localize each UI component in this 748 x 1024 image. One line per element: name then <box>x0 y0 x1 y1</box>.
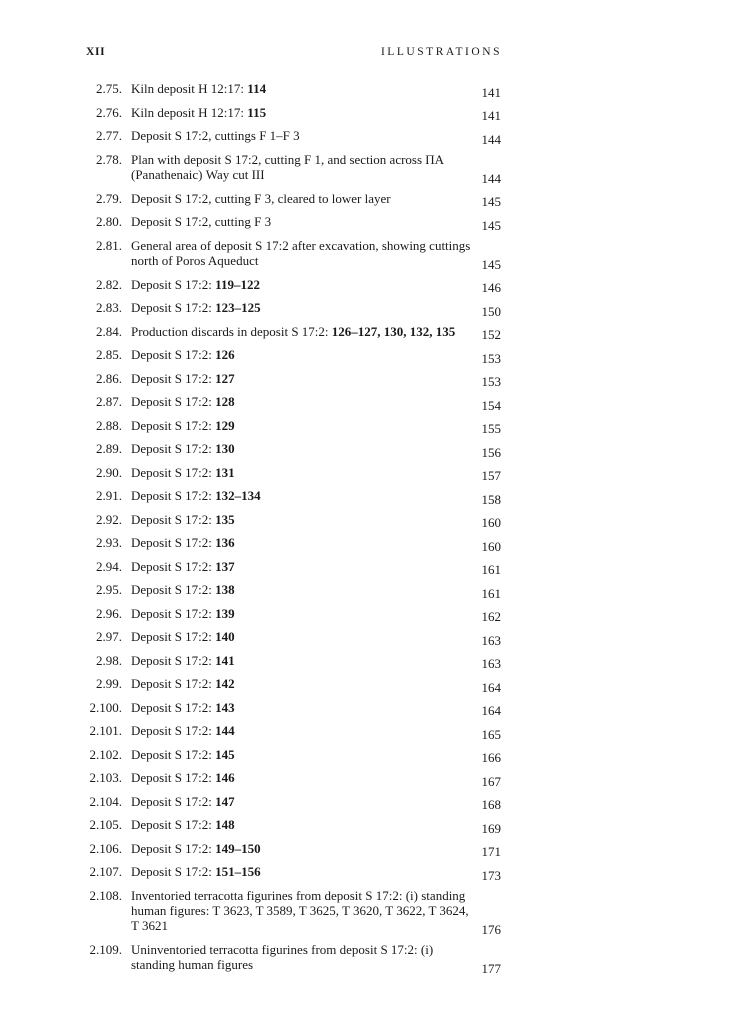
page-number: 141 <box>481 108 501 123</box>
figure-number: 2.84. <box>96 323 122 339</box>
page-number: 153 <box>481 350 501 366</box>
catalog-numbers: 147 <box>215 793 235 809</box>
caption <box>131 441 473 456</box>
page-number: 155 <box>481 421 501 436</box>
caption-text: Deposit S 17:2: <box>131 441 216 456</box>
page-number: 156 <box>481 444 501 460</box>
caption <box>131 864 473 879</box>
catalog-numbers: 129 <box>215 417 235 433</box>
caption <box>131 105 473 120</box>
list-item <box>0 509 748 533</box>
list-item <box>0 532 748 556</box>
catalog-numbers: 114 <box>247 81 267 96</box>
caption <box>131 214 473 229</box>
list-item <box>0 297 748 321</box>
caption-text: Deposit S 17:2: <box>131 276 216 292</box>
figure-number: 2.82. <box>96 276 122 292</box>
page-number: 161 <box>481 585 501 601</box>
figure-number: 2.106. <box>89 840 122 856</box>
caption-text: Deposit S 17:2: <box>131 417 216 433</box>
figure-number: 2.85. <box>96 347 122 362</box>
catalog-numbers: 142 <box>215 676 235 691</box>
caption-text: Deposit S 17:2: <box>131 723 216 738</box>
figure-number: 2.97. <box>96 629 122 644</box>
figure-number: 2.99. <box>96 676 122 691</box>
catalog-numbers: 141 <box>215 652 235 668</box>
caption <box>131 394 473 409</box>
list-item <box>0 939 748 978</box>
caption <box>131 465 473 480</box>
figure-number: 2.90. <box>96 464 122 480</box>
catalog-numbers: 149–150 <box>215 840 261 856</box>
list-item <box>0 603 748 627</box>
list-item <box>0 321 748 345</box>
caption <box>131 300 473 315</box>
caption <box>131 371 473 386</box>
caption-text: Deposit S 17:2: <box>131 300 216 315</box>
list-item <box>0 125 748 149</box>
figure-number: 2.89. <box>96 441 122 456</box>
figure-number: 2.76. <box>96 104 122 120</box>
page-number: 141 <box>481 84 501 100</box>
caption-text: Deposit S 17:2: <box>131 582 216 597</box>
list-item <box>0 579 748 603</box>
figure-number: 2.81. <box>96 237 122 253</box>
catalog-numbers: 126–127, 130, 132, 135 <box>331 323 456 339</box>
figure-number: 2.93. <box>96 535 122 550</box>
figure-number: 2.95. <box>96 582 122 597</box>
page-number: 176 <box>481 921 501 937</box>
catalog-numbers: 144 <box>215 723 235 738</box>
page-number: 158 <box>481 491 501 507</box>
catalog-numbers: 137 <box>215 558 235 574</box>
list-item <box>0 814 748 838</box>
catalog-numbers: 139 <box>215 605 235 621</box>
page-number: 154 <box>481 397 501 413</box>
caption <box>131 559 473 574</box>
list-item <box>0 149 748 188</box>
caption-text: General area of deposit S 17:2 after excavation, showing cuttings north of Poros Aqueduct <box>131 237 471 268</box>
list-item <box>0 720 748 744</box>
page-number: 146 <box>481 280 501 295</box>
caption <box>131 942 473 972</box>
caption-text: Deposit S 17:2: <box>131 347 216 362</box>
list-item <box>0 102 748 126</box>
caption-text: Deposit S 17:2: <box>131 464 216 480</box>
caption-text: Deposit S 17:2, cutting F 3 <box>131 214 272 229</box>
list-item <box>0 211 748 235</box>
page-number: 162 <box>481 609 501 624</box>
caption <box>131 418 473 433</box>
caption-text: Deposit S 17:2: <box>131 864 216 879</box>
caption <box>131 700 473 715</box>
page-number: 145 <box>481 256 501 272</box>
list-item <box>0 767 748 791</box>
page-number: 144 <box>481 131 501 147</box>
page-number: 169 <box>481 820 501 836</box>
caption <box>131 723 473 738</box>
caption-text: Deposit S 17:2, cutting F 3, cleared to lower layer <box>131 190 391 206</box>
list-item <box>0 368 748 392</box>
caption-text: Deposit S 17:2: <box>131 699 216 715</box>
catalog-numbers: 145 <box>215 746 235 762</box>
figure-number: 2.103. <box>89 770 122 785</box>
list-item <box>0 626 748 650</box>
page-number: 164 <box>481 679 501 695</box>
caption <box>131 238 473 268</box>
catalog-numbers: 131 <box>215 464 235 480</box>
list-item <box>0 697 748 721</box>
caption <box>131 277 473 292</box>
illustrations-list <box>0 78 748 978</box>
caption-text: Kiln deposit H 12:17: <box>131 104 248 120</box>
page-number: 160 <box>481 538 501 554</box>
caption-text: Deposit S 17:2: <box>131 511 216 527</box>
caption <box>131 128 473 143</box>
figure-number: 2.86. <box>96 370 122 386</box>
page-number: 166 <box>481 750 501 765</box>
page-number: 164 <box>481 703 501 718</box>
list-item <box>0 188 748 212</box>
catalog-numbers: 128 <box>215 394 235 409</box>
list-item <box>0 556 748 580</box>
caption <box>131 676 473 691</box>
list-item <box>0 861 748 885</box>
list-item <box>0 274 748 298</box>
list-item <box>0 838 748 862</box>
caption <box>131 747 473 762</box>
catalog-numbers: 138 <box>215 582 235 597</box>
caption-text: Deposit S 17:2: <box>131 652 216 668</box>
catalog-numbers: 136 <box>215 535 235 550</box>
caption <box>131 888 473 933</box>
list-item <box>0 462 748 486</box>
figure-number: 2.101. <box>89 723 122 738</box>
caption <box>131 324 473 339</box>
page-number: 173 <box>481 867 501 883</box>
page-number: 165 <box>481 726 501 742</box>
caption <box>131 81 473 96</box>
page-number: 150 <box>481 303 501 319</box>
figure-number: 2.83. <box>96 300 122 315</box>
catalog-numbers: 132–134 <box>215 488 261 503</box>
list-item <box>0 391 748 415</box>
caption <box>131 629 473 644</box>
figure-number: 2.96. <box>96 605 122 621</box>
figure-number: 2.102. <box>89 746 122 762</box>
list-item <box>0 438 748 462</box>
caption-text: Deposit S 17:2: <box>131 746 216 762</box>
caption-text: Deposit S 17:2: <box>131 558 216 574</box>
catalog-numbers: 148 <box>215 817 235 832</box>
caption-text: Deposit S 17:2: <box>131 370 216 386</box>
list-item <box>0 78 748 102</box>
caption-text: Deposit S 17:2: <box>131 793 216 809</box>
caption-text: Production discards in deposit S 17:2: <box>131 323 332 339</box>
caption <box>131 488 473 503</box>
figure-number: 2.79. <box>96 190 122 206</box>
page-number: 145 <box>481 194 501 209</box>
caption <box>131 191 473 206</box>
page-number: 145 <box>481 217 501 233</box>
page-number: 153 <box>481 374 501 389</box>
page-number: 160 <box>481 515 501 530</box>
figure-number: 2.108. <box>89 887 122 903</box>
figure-number: 2.75. <box>96 81 122 96</box>
figure-number: 2.88. <box>96 417 122 433</box>
caption-text: Deposit S 17:2: <box>131 394 216 409</box>
caption-text: Deposit S 17:2: <box>131 629 216 644</box>
catalog-numbers: 130 <box>215 441 235 456</box>
caption-text: Deposit S 17:2: <box>131 488 216 503</box>
figure-number: 2.91. <box>96 488 122 503</box>
caption <box>131 535 473 550</box>
list-item <box>0 650 748 674</box>
caption-text: Deposit S 17:2: <box>131 535 216 550</box>
caption-text: Deposit S 17:2: <box>131 817 216 832</box>
caption-text: Inventoried terracotta figurines from deposit S 17:2: (i) standing human figures: T 3623, T 3589, T 3625, T 3620, T 3622, T 3624, T 3621 <box>131 887 469 933</box>
caption <box>131 512 473 527</box>
caption <box>131 817 473 832</box>
figure-number: 2.80. <box>96 214 122 229</box>
caption <box>131 794 473 809</box>
list-item <box>0 744 748 768</box>
caption-text: Deposit S 17:2: <box>131 605 216 621</box>
caption <box>131 606 473 621</box>
folio-number: XII <box>86 46 106 58</box>
caption-text: Uninventoried terracotta figurines from deposit S 17:2: (i) standing human figures <box>131 941 434 972</box>
catalog-numbers: 151–156 <box>215 864 261 879</box>
figure-number: 2.98. <box>96 652 122 668</box>
caption-text: Deposit S 17:2: <box>131 840 216 856</box>
figure-number: 2.109. <box>89 941 122 957</box>
page-number: 167 <box>481 773 501 789</box>
caption-text: Kiln deposit H 12:17: <box>131 81 248 96</box>
list-item <box>0 673 748 697</box>
page-number: 144 <box>481 170 501 186</box>
figure-number: 2.94. <box>96 558 122 574</box>
page-number: 152 <box>481 327 501 342</box>
list-item <box>0 344 748 368</box>
caption <box>131 582 473 597</box>
catalog-numbers: 126 <box>215 347 235 362</box>
catalog-numbers: 119–122 <box>215 276 260 292</box>
page-number: 163 <box>481 632 501 648</box>
figure-number: 2.92. <box>96 511 122 527</box>
figure-number: 2.77. <box>96 128 122 143</box>
catalog-numbers: 143 <box>215 699 235 715</box>
catalog-numbers: 115 <box>247 104 267 120</box>
catalog-numbers: 146 <box>215 770 235 785</box>
page-number: 171 <box>481 844 501 859</box>
figure-number: 2.78. <box>96 151 122 167</box>
list-item <box>0 791 748 815</box>
figure-number: 2.100. <box>89 699 122 715</box>
page-number: 163 <box>481 656 501 671</box>
figure-number: 2.87. <box>96 394 122 409</box>
caption <box>131 152 473 182</box>
list-item <box>0 235 748 274</box>
caption <box>131 841 473 856</box>
running-title: ILLUSTRATIONS <box>380 46 502 58</box>
page-number: 161 <box>481 562 501 577</box>
catalog-numbers: 123–125 <box>215 300 261 315</box>
list-item <box>0 415 748 439</box>
page-number: 168 <box>481 797 501 812</box>
page-number: 177 <box>481 960 501 976</box>
figure-number: 2.105. <box>89 817 122 832</box>
figure-number: 2.104. <box>89 793 122 809</box>
caption <box>131 770 473 785</box>
figure-number: 2.107. <box>89 864 122 879</box>
caption-text: Plan with deposit S 17:2, cutting F 1, and section across ΠΑ (Panathenaic) Way cut III <box>131 151 444 182</box>
caption-text: Deposit S 17:2: <box>131 770 216 785</box>
catalog-numbers: 135 <box>215 511 235 527</box>
caption <box>131 653 473 668</box>
caption <box>131 347 473 362</box>
catalog-numbers: 140 <box>215 629 235 644</box>
catalog-numbers: 127 <box>215 370 235 386</box>
caption-text: Deposit S 17:2: <box>131 676 216 691</box>
list-item <box>0 485 748 509</box>
list-item <box>0 885 748 939</box>
page-number: 157 <box>481 468 501 483</box>
caption-text: Deposit S 17:2, cuttings F 1–F 3 <box>131 128 300 143</box>
